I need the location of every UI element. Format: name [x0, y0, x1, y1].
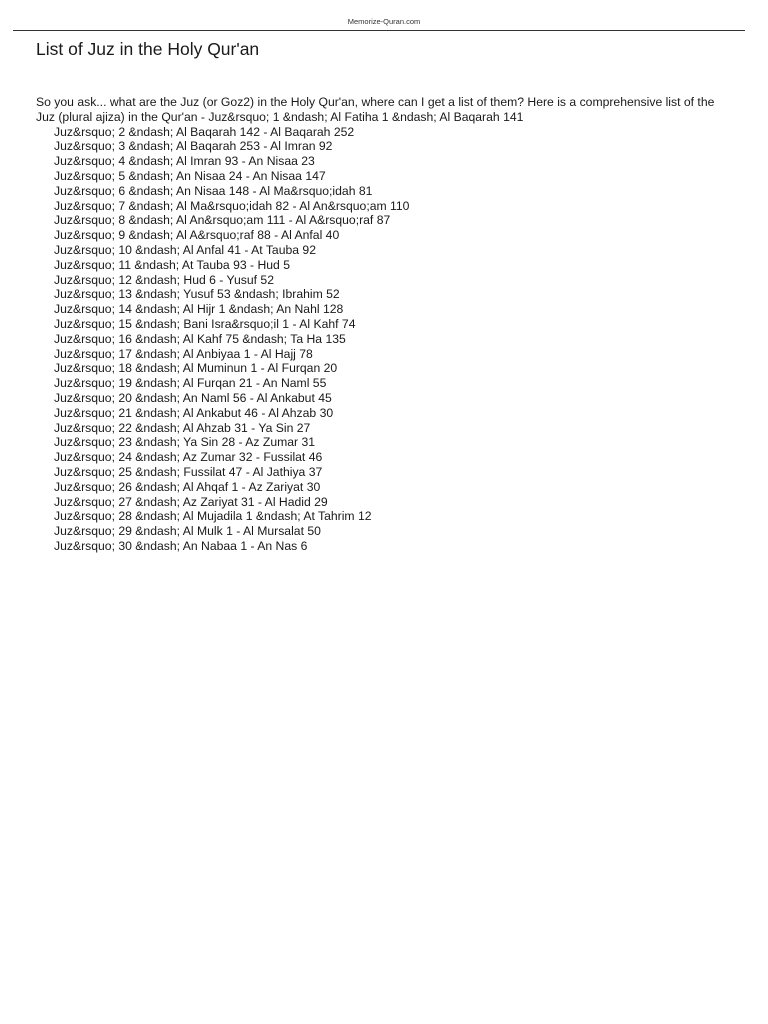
juz-item: Juz&rsquo; 21 &ndash; Al Ankabut 46 - Al Ahzab 30 — [54, 405, 334, 420]
juz-item: Juz&rsquo; 26 &ndash; Al Ahqaf 1 - Az Zariyat 30 — [54, 479, 321, 494]
juz-item: Juz&rsquo; 28 &ndash; Al Mujadila 1 &ndash; At Tahrim 12 — [54, 509, 372, 524]
juz-item: Juz&rsquo; 29 &ndash; Al Mulk 1 - Al Mursalat 50 — [54, 524, 321, 539]
intro-paragraph: So you ask... what are the Juz (or Goz2) in the Holy Qur'an, where can I get a list of them? Here is a comprehensive list of the Juz (plural ajiza) in the Qur'an - Juz&rsquo; 1 &ndash; Al Fatiha 1 &ndash; Al Baqarah 141 — [36, 95, 715, 124]
juz-item: Juz&rsquo; 25 &ndash; Fussilat 47 - Al Jathiya 37 — [54, 464, 323, 479]
juz-item: Juz&rsquo; 15 &ndash; Bani Isra&rsquo;il 1 - Al Kahf 74 — [54, 316, 356, 331]
juz-item: Juz&rsquo; 2 &ndash; Al Baqarah 142 - Al Baqarah 252 — [54, 124, 355, 139]
juz-item: Juz&rsquo; 6 &ndash; An Nisaa 148 - Al Ma&rsquo;idah 81 — [54, 183, 373, 198]
juz-item: Juz&rsquo; 24 &ndash; Az Zumar 32 - Fussilat 46 — [54, 450, 323, 465]
juz-item: Juz&rsquo; 10 &ndash; Al Anfal 41 - At Tauba 92 — [54, 242, 316, 257]
juz-item: Juz&rsquo; 23 &ndash; Ya Sin 28 - Az Zumar 31 — [54, 435, 316, 450]
juz-item: Juz&rsquo; 11 &ndash; At Tauba 93 - Hud 5 — [54, 257, 291, 272]
juz-item: Juz&rsquo; 12 &ndash; Hud 6 - Yusuf 52 — [54, 272, 274, 287]
juz-item: Juz&rsquo; 16 &ndash; Al Kahf 75 &ndash; Ta Ha 135 — [54, 331, 346, 346]
juz-item: Juz&rsquo; 8 &ndash; Al An&rsquo;am 111 - Al A&rsquo;raf 87 — [54, 213, 391, 228]
juz-item: Juz&rsquo; 30 &ndash; An Nabaa 1 - An Nas 6 — [54, 538, 308, 553]
juz-item: Juz&rsquo; 19 &ndash; Al Furqan 21 - An Naml 55 — [54, 376, 327, 391]
juz-item: Juz&rsquo; 14 &ndash; Al Hijr 1 &ndash; An Nahl 128 — [54, 302, 344, 317]
juz-item: Juz&rsquo; 7 &ndash; Al Ma&rsquo;idah 82 - Al An&rsquo;am 110 — [54, 198, 410, 213]
header-divider — [13, 30, 745, 31]
juz-item: Juz&rsquo; 27 &ndash; Az Zariyat 31 - Al Hadid 29 — [54, 494, 328, 509]
juz-list — [54, 125, 409, 554]
page-title: List of Juz in the Holy Qur'an — [36, 39, 260, 59]
site-header: Memorize-Quran.com — [347, 17, 421, 26]
juz-item: Juz&rsquo; 3 &ndash; Al Baqarah 253 - Al Imran 92 — [54, 139, 333, 154]
juz-item: Juz&rsquo; 5 &ndash; An Nisaa 24 - An Nisaa 147 — [54, 168, 326, 183]
juz-item: Juz&rsquo; 20 &ndash; An Naml 56 - Al Ankabut 45 — [54, 390, 332, 405]
juz-item: Juz&rsquo; 22 &ndash; Al Ahzab 31 - Ya Sin 27 — [54, 420, 311, 435]
juz-item: Juz&rsquo; 13 &ndash; Yusuf 53 &ndash; Ibrahim 52 — [54, 287, 340, 302]
juz-item: Juz&rsquo; 9 &ndash; Al A&rsquo;raf 88 - Al Anfal 40 — [54, 228, 340, 243]
juz-item: Juz&rsquo; 18 &ndash; Al Muminun 1 - Al Furqan 20 — [54, 361, 338, 376]
juz-item: Juz&rsquo; 17 &ndash; Al Anbiyaa 1 - Al Hajj 78 — [54, 346, 313, 361]
juz-item: Juz&rsquo; 4 &ndash; Al Imran 93 - An Nisaa 23 — [54, 154, 315, 169]
